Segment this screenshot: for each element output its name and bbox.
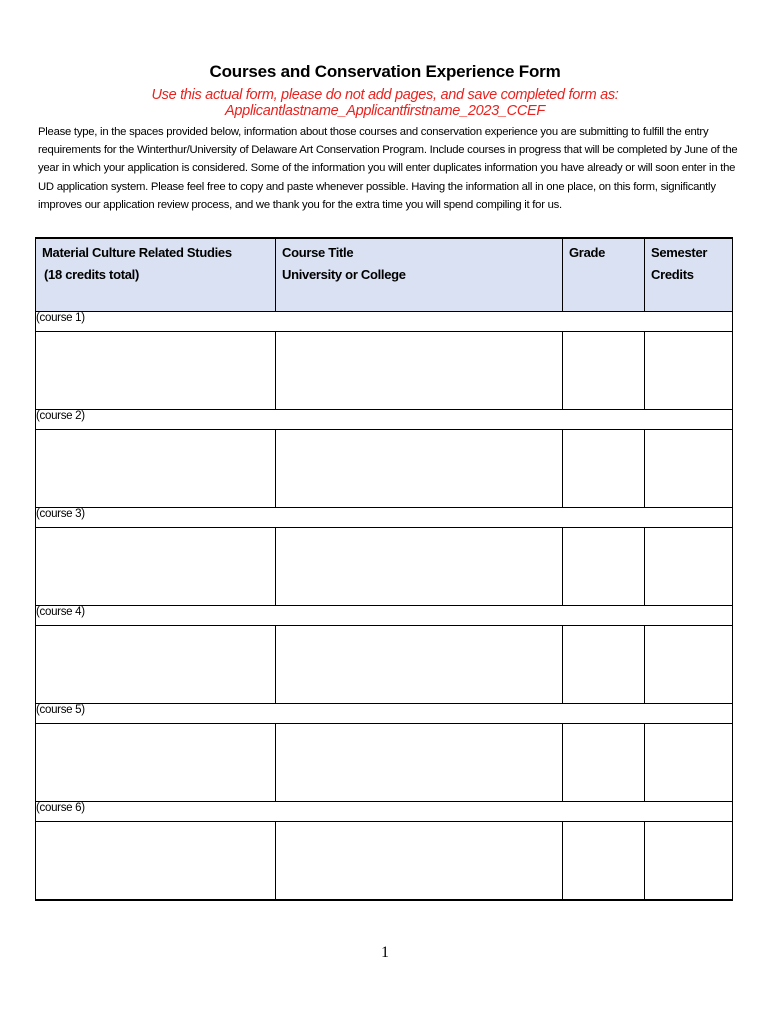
course-title-field[interactable] — [276, 332, 563, 410]
grade-field[interactable] — [563, 724, 645, 802]
header-semester-credits-line1: Semester — [651, 245, 708, 260]
course-label: (course 2) — [36, 410, 733, 430]
course-label-row — [36, 606, 733, 626]
material-culture-field[interactable] — [36, 724, 276, 802]
grade-field[interactable] — [563, 822, 645, 901]
course-title-field[interactable] — [276, 626, 563, 704]
header-material-culture — [36, 238, 276, 312]
course-label-row — [36, 508, 733, 528]
course-label: (course 1) — [36, 312, 733, 332]
semester-credits-field[interactable] — [645, 626, 733, 704]
course-label-row — [36, 312, 733, 332]
grade-field[interactable] — [563, 332, 645, 410]
header-grade — [563, 238, 645, 312]
header-material-culture-line1: Material Culture Related Studies — [42, 245, 232, 260]
course-entry-row — [36, 822, 733, 901]
save-instructions: Use this actual form, please do not add pages, and save completed form as: Applicantlastname_Applicantfirstname_2023_CCEF — [151, 87, 619, 119]
course-label: (course 3) — [36, 508, 733, 528]
material-culture-field[interactable] — [36, 332, 276, 410]
course-title-field[interactable] — [276, 430, 563, 508]
header-material-culture-line2: (18 credits total) — [44, 267, 140, 282]
intro-paragraph: Please type, in the spaces provided below, information about those courses and conservation experience you are submitting to fulfill the entry requirements for the Winterthur/University of Delaware Art Conservation Program. Include courses in progress that will be completed by June of the year in which your application is considered. Some of the information you will enter duplicates information you have already or will soon enter in the UD application system. Please feel free to copy and paste whenever possible. Having the information all in one place, on this form, significantly improves our application review process, and we thank you for the extra time you will spend compiling it for us. — [38, 126, 738, 211]
course-title-field[interactable] — [276, 822, 563, 901]
course-title-field[interactable] — [276, 724, 563, 802]
header-grade-label: Grade — [569, 245, 606, 260]
course-entry-row — [36, 430, 733, 508]
course-label-row — [36, 704, 733, 724]
semester-credits-field[interactable] — [645, 528, 733, 606]
material-culture-field[interactable] — [36, 822, 276, 901]
course-label: (course 4) — [36, 606, 733, 626]
header-semester-credits — [645, 238, 733, 312]
courses-table — [35, 237, 733, 901]
table-header-row — [36, 238, 733, 312]
course-label: (course 5) — [36, 704, 733, 724]
semester-credits-field[interactable] — [645, 332, 733, 410]
material-culture-field[interactable] — [36, 626, 276, 704]
grade-field[interactable] — [563, 430, 645, 508]
course-entry-row — [36, 332, 733, 410]
material-culture-field[interactable] — [36, 528, 276, 606]
form-title: Courses and Conservation Experience Form — [209, 62, 561, 81]
course-entry-row — [36, 626, 733, 704]
semester-credits-field[interactable] — [645, 724, 733, 802]
semester-credits-field[interactable] — [645, 430, 733, 508]
course-label-row — [36, 802, 733, 822]
semester-credits-field[interactable] — [645, 822, 733, 901]
course-label-row — [36, 410, 733, 430]
material-culture-field[interactable] — [36, 430, 276, 508]
course-title-field[interactable] — [276, 528, 563, 606]
header-course-title — [276, 238, 563, 312]
grade-field[interactable] — [563, 528, 645, 606]
grade-field[interactable] — [563, 626, 645, 704]
course-entry-row — [36, 528, 733, 606]
header-course-title-line1: Course Title — [282, 245, 354, 260]
page-number: 1 — [381, 944, 389, 961]
course-label: (course 6) — [36, 802, 733, 822]
header-semester-credits-line2: Credits — [651, 267, 694, 282]
course-entry-row — [36, 724, 733, 802]
header-course-title-line2: University or College — [282, 267, 406, 282]
